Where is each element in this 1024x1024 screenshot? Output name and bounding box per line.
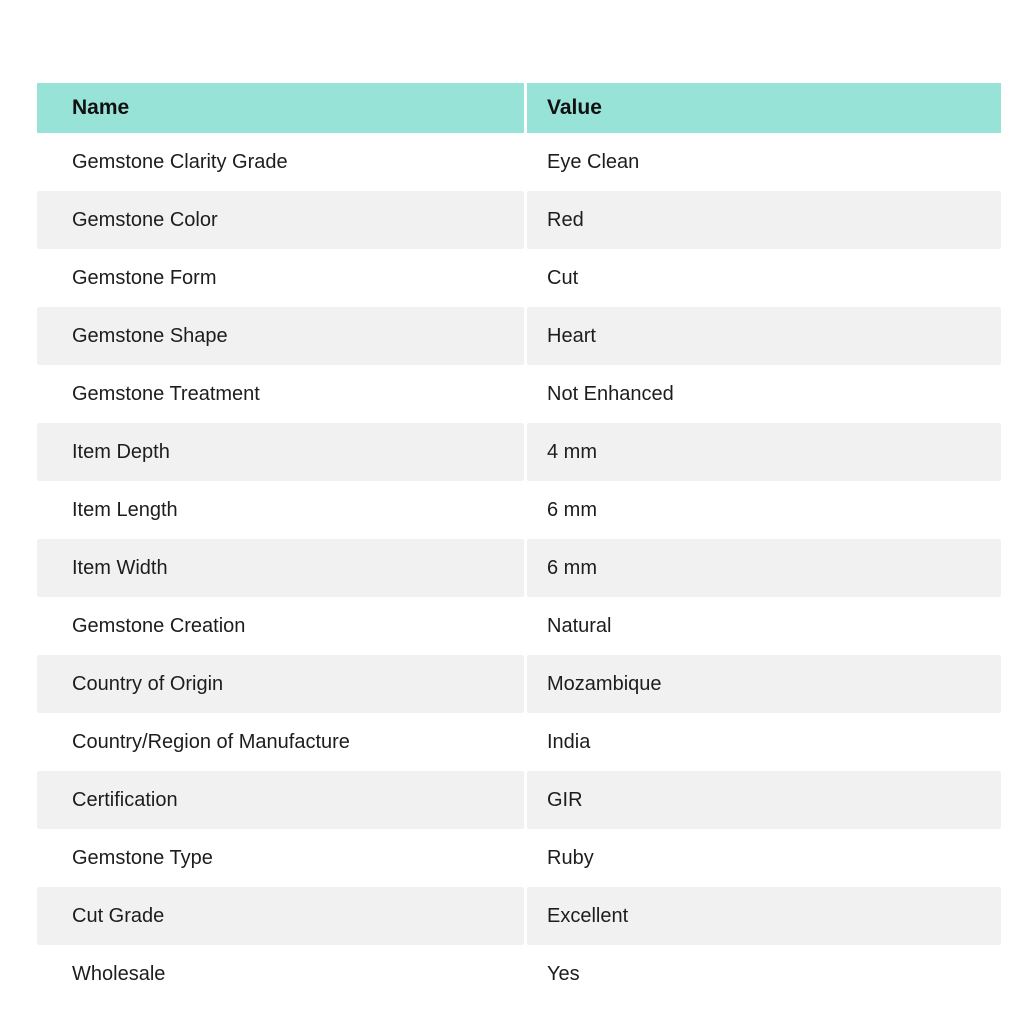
row-name-cell: Gemstone Shape [37, 307, 524, 365]
table-row [37, 829, 1001, 887]
table-row [37, 133, 1001, 191]
row-name-cell: Gemstone Color [37, 191, 524, 249]
row-value-cell: Eye Clean [527, 133, 1001, 191]
row-name-cell: Gemstone Creation [37, 597, 524, 655]
table-row [37, 771, 1001, 829]
table-body [37, 133, 1001, 1003]
row-name-cell: Cut Grade [37, 887, 524, 945]
row-name-cell: Country of Origin [37, 655, 524, 713]
row-value-cell: Yes [527, 945, 1001, 1003]
row-name-cell: Item Length [37, 481, 524, 539]
table-row [37, 539, 1001, 597]
row-name-cell: Gemstone Type [37, 829, 524, 887]
row-name-cell: Item Width [37, 539, 524, 597]
table-row [37, 191, 1001, 249]
table-row [37, 887, 1001, 945]
row-value-cell: Red [527, 191, 1001, 249]
row-value-cell: GIR [527, 771, 1001, 829]
row-value-cell: Not Enhanced [527, 365, 1001, 423]
row-value-cell: 6 mm [527, 539, 1001, 597]
row-value-cell: Cut [527, 249, 1001, 307]
row-value-cell: India [527, 713, 1001, 771]
row-value-cell: 4 mm [527, 423, 1001, 481]
row-name-cell: Country/Region of Manufacture [37, 713, 524, 771]
table-row [37, 307, 1001, 365]
table-row [37, 713, 1001, 771]
row-name-cell: Certification [37, 771, 524, 829]
table-row [37, 655, 1001, 713]
item-specifics-table [37, 83, 1001, 1003]
row-value-cell: Mozambique [527, 655, 1001, 713]
row-value-cell: Ruby [527, 829, 1001, 887]
column-header-name: Name [37, 83, 524, 133]
row-value-cell: Excellent [527, 887, 1001, 945]
row-name-cell: Item Depth [37, 423, 524, 481]
row-value-cell: 6 mm [527, 481, 1001, 539]
table-row [37, 481, 1001, 539]
row-value-cell: Heart [527, 307, 1001, 365]
row-name-cell: Gemstone Treatment [37, 365, 524, 423]
table-row [37, 597, 1001, 655]
table-row [37, 249, 1001, 307]
table-row [37, 945, 1001, 1003]
table-row [37, 365, 1001, 423]
row-name-cell: Gemstone Clarity Grade [37, 133, 524, 191]
row-value-cell: Natural [527, 597, 1001, 655]
row-name-cell: Wholesale [37, 945, 524, 1003]
row-name-cell: Gemstone Form [37, 249, 524, 307]
column-header-value: Value [527, 83, 1001, 133]
table-header-row [37, 83, 1001, 133]
table-row [37, 423, 1001, 481]
